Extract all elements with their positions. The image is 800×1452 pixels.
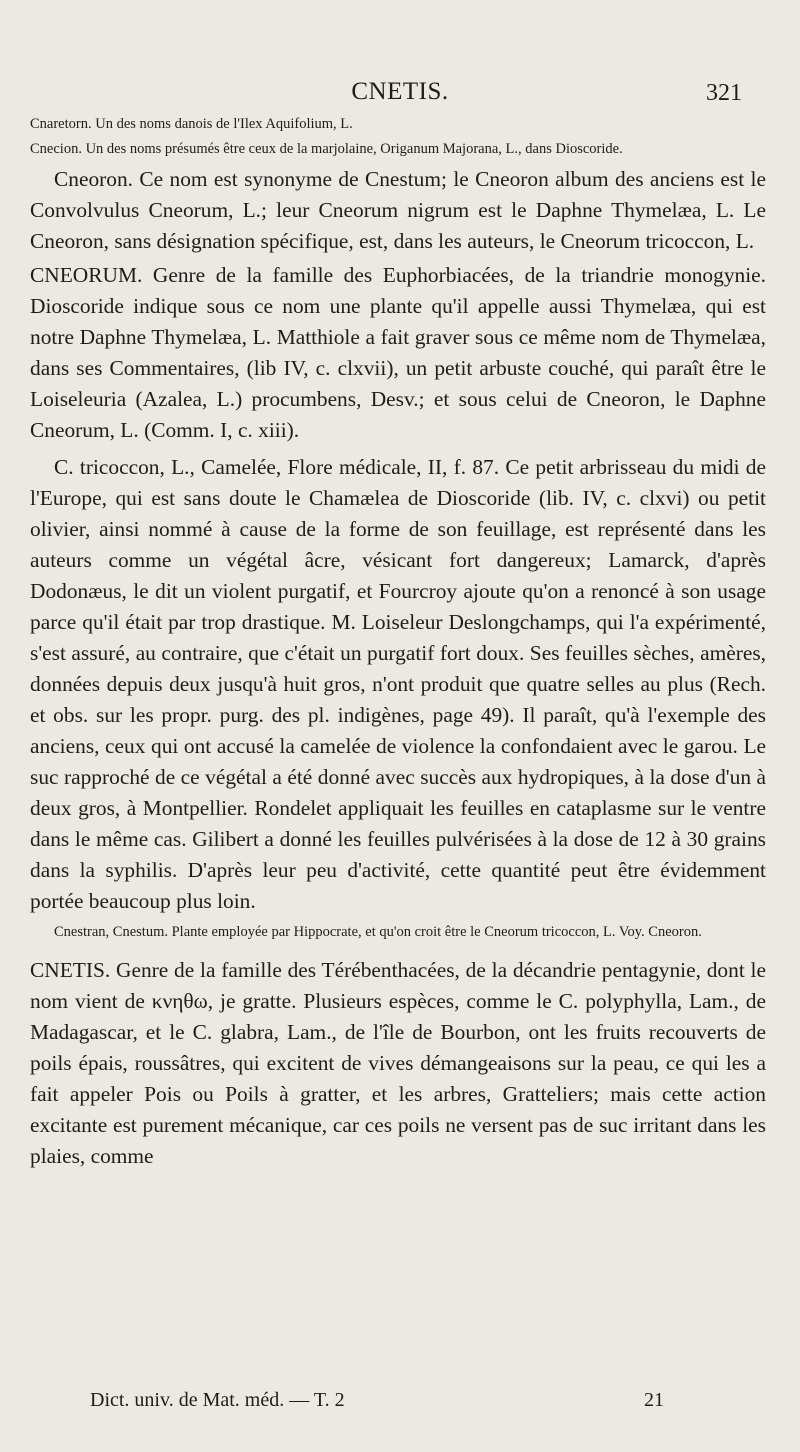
entry-cneorum-tricoccon: C. tricoccon, L., Camelée, Flore médicale, II, f. 87. Ce petit arbrisseau du midi de l'Europe, qui est sans doute le Chamælea de Dioscoride (lib. IV, c. clxvi) ou petit olivier, ainsi nommé à cause de la forme de son feuillage, est représenté dans les auteurs comme un végétal âcre, vésicant fort dangereux; Lamarck, d'après Dodonæus, le dit un violent purgatif, et Fourcroy ajoute qu'on a renoncé à son usage parce qu'il était par trop drastique. M. Loiseleur Deslongchamps, qui l'a expérimenté, s'est assuré, au contraire, que c'était un purgatif fort doux. Ses feuilles sèches, amères, données depuis deux jusqu'à huit gros, n'ont produit que quatre selles au plus (Rech. et obs. sur les propr. purg. des pl. indigènes, page 49). Il paraît, qu'à l'exemple des anciens, ceux qui ont accusé la camelée de violence la confondaient avec le garou. Le suc rapproché de ce végétal a été donné avec succès aux hydropiques, à la dose d'un à deux gros, à Montpellier. Rondelet appliquait les feuilles en cataplasme sur le ventre dans le même cas. Gilibert a donné les feuilles pulvérisées à la dose de 12 à 30 grains dans la syphilis. D'après leur peu d'activité, cette quantité peut être évidemment portée beaucoup plus loin.: [30, 455, 766, 913]
entry-cnestran: Cnestran, Cnestum. Plante employée par Hippocrate, et qu'on croit être le Cneorum tricoccon, L. Voy. Cneoron.: [54, 924, 702, 940]
page-header: [0, 78, 800, 114]
page-number: 321: [706, 80, 742, 106]
entry-cnaretorn: Cnaretorn. Un des noms danois de l'Ilex Aquifolium, L.: [30, 116, 353, 132]
entry-cnetis: CNETIS. Genre de la famille des Térébenthacées, de la décandrie pentagynie, dont le nom vient de κνηθω, je gratte. Plusieurs espèces, comme le C. polyphylla, Lam., de Madagascar, et le C. glabra, Lam., de l'île de Bourbon, ont les fruits recouverts de poils épais, roussâtres, qui excitent de vives démangeaisons sur la peau, ce qui les a fait appeler Pois ou Poils à gratter, et les arbres, Gratteliers; mais cette action excitante est purement mécanique, car ces poils ne versent pas de suc irritant dans les plaies, comme: [30, 957, 766, 1168]
entry-cneorum-genus: CNEORUM. Genre de la famille des Euphorbiacées, de la triandrie monogynie. Dioscoride indique sous ce nom une plante qu'il appelle aussi Thymelæa, qui est notre Daphne Thymelæa, L. Matthiole a fait graver sous ce même nom de Thymelæa, dans ses Commentaires, (lib IV, c. clxvii), un petit arbuste couché, qui paraît être le Loiseleuria (Azalea, L.) procumbens, Desv.; et sous celui de Cneoron, le Daphne Cneorum, L. (Comm. I, c. xiii).: [30, 263, 766, 442]
entry-cneoron: Cneoron. Ce nom est synonyme de Cnestum; le Cneoron album des anciens est le Convolvulus Cneorum, L.; leur Cneorum nigrum est le Daphne Thymelæa, L. Le Cneoron, sans désignation spécifique, est, dans les auteurs, le Cneorum tricoccon, L.: [30, 167, 766, 253]
signature-mark: 21: [644, 1389, 664, 1411]
page-body: [30, 112, 766, 1172]
page-footer: [0, 1389, 800, 1421]
running-head: CNETIS.: [351, 78, 449, 105]
footer-title: Dict. univ. de Mat. méd. — T. 2: [90, 1389, 345, 1411]
entry-cnecion: Cnecion. Un des noms présumés être ceux de la marjolaine, Origanum Majorana, L., dans Dioscoride.: [30, 140, 623, 157]
